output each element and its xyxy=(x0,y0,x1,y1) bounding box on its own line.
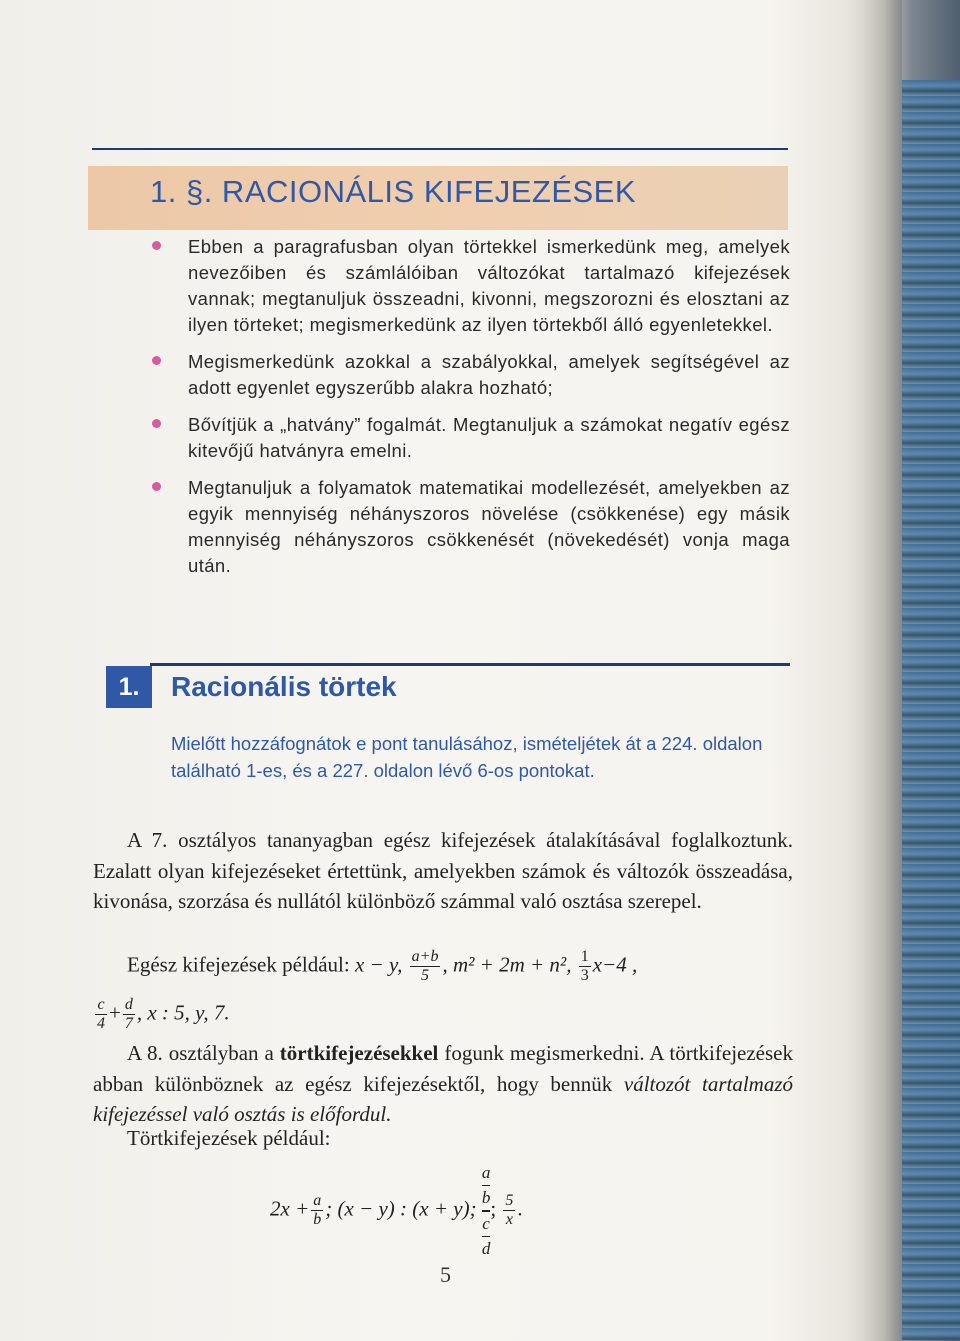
intro-text: Megismerkedünk azokkal a szabályokkal, amelyek segítségével az adott egyenlet egyszerűbb alakra hozható; xyxy=(188,351,790,398)
para2-middle: fogunk megismerkedni. A törtkifejezések abban különböznek az egész kifejezésektől, hogy bennük xyxy=(93,1041,793,1096)
intro-item xyxy=(150,412,790,464)
example-quotient: ; (x − y) : (x + y); xyxy=(325,1196,477,1221)
fraction-denominator: 5 xyxy=(421,967,430,984)
fraction-numerator: 1 xyxy=(580,948,589,965)
section-rule xyxy=(150,663,790,666)
para2-emphasis: változót tartalmazó kifejezéssel való osztás is előfordul. xyxy=(93,1071,793,1126)
fraction-bar xyxy=(482,1236,491,1237)
bullet-icon xyxy=(152,482,161,491)
example-x-minus-y: x − y, xyxy=(354,952,403,977)
fractional-expression-examples xyxy=(270,1162,523,1260)
intro-text: Ebben a paragrafusban olyan törtekkel ismerkedünk meg, amelyek nevezőiben és számlálóiban változókat tartalmazó kifejezések vannak; megtanuljuk összeadni, kivonni, megszorozni és elosztani az ilyen törteket; megismerkedünk az ilyen törtekből álló egyenletekkel. xyxy=(188,236,790,335)
intro-item xyxy=(150,475,790,579)
bullet-icon xyxy=(152,356,161,365)
example-fraction-a-b xyxy=(311,1192,323,1229)
intro-text: Bővítjük a „hatvány” fogalmát. Megtanuljuk a számokat negatív egész kitevőjű hatványra emelni. xyxy=(188,414,790,461)
section-prerequisite-note: Mielőtt hozzáfognátok e pont tanulásához, ismételjétek át a 224. oldalon található 1-es, és a 227. oldalon lévő 6-os pontokat. xyxy=(171,733,763,781)
bullet-icon xyxy=(152,241,161,250)
example-linear: x−4 , xyxy=(592,952,638,977)
intro-item xyxy=(150,234,790,338)
fraction-numerator: c xyxy=(95,996,107,1015)
term-fractional-expressions: törtkifejezésekkel xyxy=(279,1041,439,1065)
example-end: . xyxy=(517,1196,523,1221)
compound-d: d xyxy=(481,1238,491,1258)
example-fraction-c-4 xyxy=(95,996,107,1033)
section-number-badge: 1. xyxy=(106,666,152,708)
examples-label: Egész kifejezések például: xyxy=(127,952,350,977)
fraction-denominator: 3 xyxy=(580,967,589,984)
para2-prefix: A 8. osztályban a xyxy=(127,1041,280,1065)
chapter-title: 1. §. RACIONÁLIS KIFEJEZÉSEK xyxy=(150,174,637,209)
book-edge xyxy=(902,80,960,1340)
fraction-denominator: 4 xyxy=(97,1015,105,1032)
example-fraction-one-third xyxy=(579,948,591,985)
fraction-numerator: d xyxy=(124,996,133,1013)
example-rest: , x : 5, y, 7. xyxy=(136,1000,230,1025)
page-number: 5 xyxy=(440,1262,451,1287)
fraction-numerator: a+b xyxy=(411,948,439,965)
intro-text: Megtanuljuk a folyamatok matematikai modellezését, amelyekben az egyik mennyiség néhányszoros növelése (csökkenése) egy másik mennyiség néhányszoros csökkenését (növekedését) vonja maga után. xyxy=(188,477,790,576)
compound-a: a xyxy=(481,1163,491,1182)
fractional-examples-label: Törtkifejezések például: xyxy=(127,1126,331,1150)
body-paragraph-2 xyxy=(93,1038,793,1130)
fraction-numerator: 5 xyxy=(505,1192,514,1210)
chapter-intro-list xyxy=(150,234,790,590)
compound-b: b xyxy=(481,1188,491,1207)
body-paragraph-1: A 7. osztályos tananyagban egész kifejezések átalakításával foglalkoztunk. Ezalatt olyan kifejezéseket értettünk, amelyekben számok és változók összeadása, kivonása, szorzása és nullától különböző számmal való osztása szerepel. xyxy=(93,828,793,913)
example-2x-plus: 2x + xyxy=(270,1196,310,1221)
top-rule xyxy=(92,148,788,150)
fraction-bar xyxy=(482,1185,491,1186)
example-fraction-5-x xyxy=(503,1192,515,1229)
spine-shadow xyxy=(862,0,902,1341)
integer-expression-examples: Egész kifejezések például: x − y, $\frac{a+b}{5}$ , m² + 2m + n², $\frac{1}{3}$ x−4 , xyxy=(127,948,638,984)
example-separator: ; xyxy=(490,1196,497,1221)
fraction-denominator: 7 xyxy=(124,1015,133,1032)
fraction-denominator: b xyxy=(313,1211,322,1229)
compound-c: c xyxy=(482,1213,490,1233)
bullet-icon xyxy=(152,419,161,428)
example-fraction-a-plus-b xyxy=(410,948,441,985)
example-polynomial: m² + 2m + n², xyxy=(452,952,572,977)
example-fraction-d-7 xyxy=(123,996,135,1033)
section-title: Racionális törtek xyxy=(171,671,397,702)
fraction-denominator: x xyxy=(505,1211,513,1229)
fraction-numerator: a xyxy=(313,1192,322,1210)
intro-item xyxy=(150,349,790,401)
integer-expression-examples-2: $\frac{c}{4}$ + $\frac{d}{7}$ , x : 5, y, 7. xyxy=(97,996,230,1032)
